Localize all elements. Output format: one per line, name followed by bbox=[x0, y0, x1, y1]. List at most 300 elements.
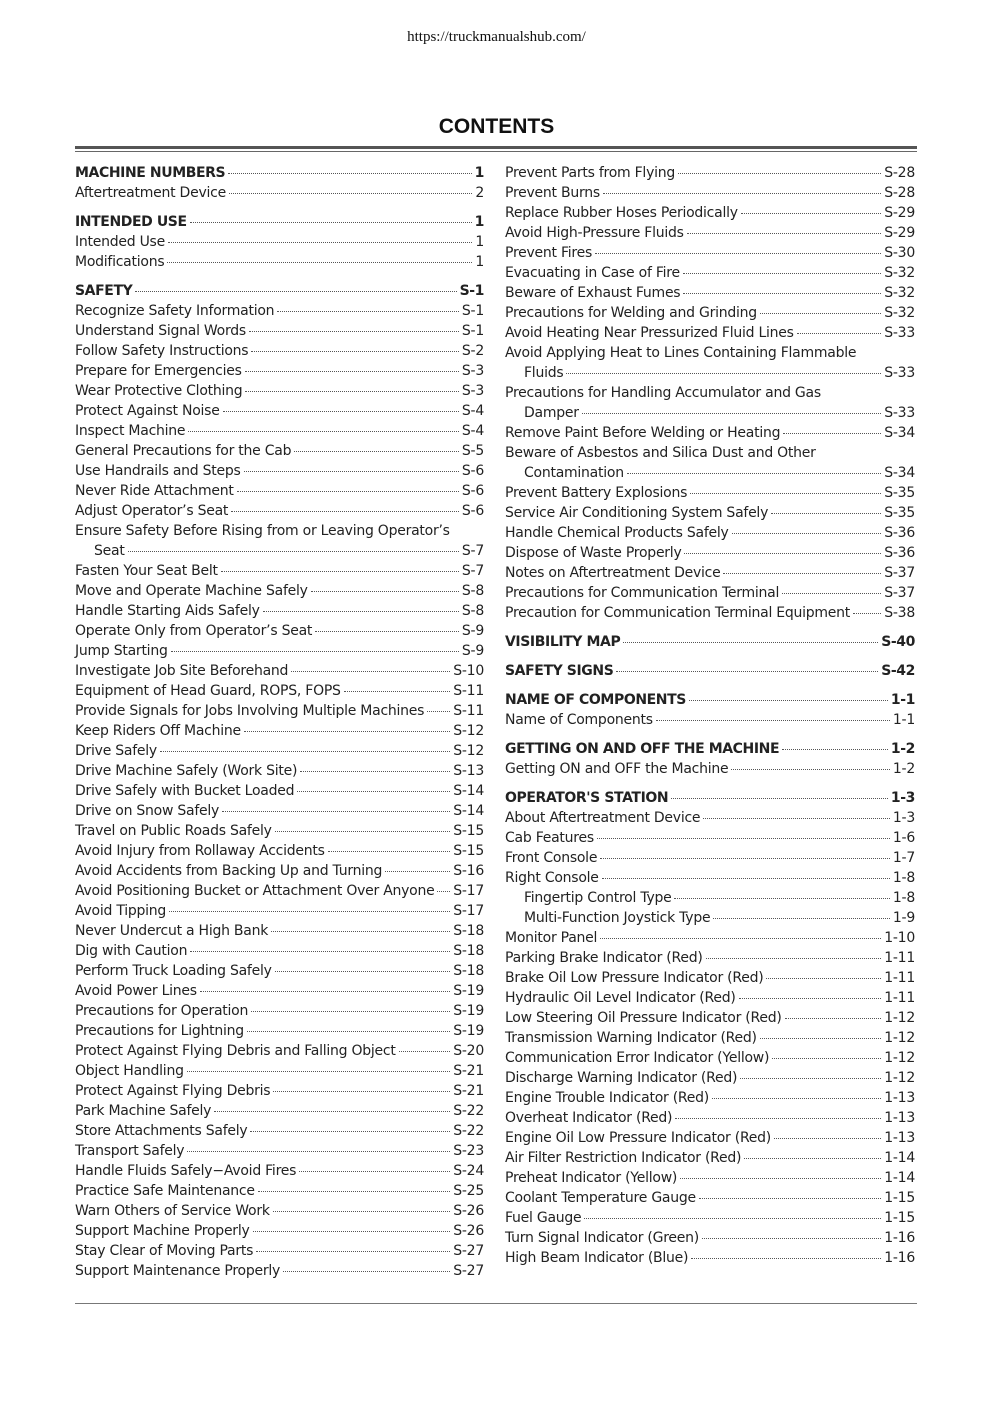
toc-entry-label: INTENDED USE bbox=[75, 214, 187, 230]
toc-entry[interactable] bbox=[75, 1261, 484, 1281]
toc-entry[interactable] bbox=[75, 1241, 484, 1261]
toc-entry[interactable] bbox=[505, 1008, 915, 1028]
toc-page-number: S-1 bbox=[459, 283, 484, 299]
toc-entry[interactable] bbox=[505, 1128, 915, 1148]
toc-section-heading[interactable] bbox=[75, 281, 484, 301]
toc-section-heading[interactable] bbox=[75, 163, 484, 183]
toc-entry[interactable] bbox=[75, 761, 484, 781]
toc-page-number: S-33 bbox=[884, 365, 915, 381]
toc-entry-label: Never Undercut a High Bank bbox=[75, 923, 269, 939]
toc-entry[interactable] bbox=[75, 1121, 484, 1141]
toc-page-number: S-13 bbox=[453, 763, 484, 779]
toc-dot-leader bbox=[214, 1111, 450, 1112]
toc-section-heading[interactable] bbox=[505, 739, 915, 759]
toc-entry-label: Beware of Exhaust Fumes bbox=[505, 285, 681, 301]
toc-entry-label: Low Steering Oil Pressure Indicator (Red) bbox=[505, 1010, 782, 1026]
toc-entry[interactable] bbox=[75, 801, 484, 821]
toc-entry-label: MACHINE NUMBERS bbox=[75, 165, 226, 181]
toc-page-number: 1-2 bbox=[890, 741, 915, 757]
toc-entry[interactable] bbox=[75, 1081, 484, 1101]
toc-entry[interactable] bbox=[75, 441, 484, 461]
toc-entry[interactable] bbox=[505, 603, 915, 623]
toc-entry-label: Precautions for Communication Terminal bbox=[505, 585, 780, 601]
toc-page-number: 1-11 bbox=[884, 990, 915, 1006]
toc-entry-label: Handle Chemical Products Safely bbox=[505, 525, 729, 541]
toc-dot-leader bbox=[678, 173, 881, 174]
toc-entry[interactable] bbox=[505, 423, 915, 443]
toc-entry[interactable] bbox=[505, 988, 915, 1008]
toc-entry[interactable] bbox=[75, 921, 484, 941]
toc-page-number: S-32 bbox=[884, 285, 915, 301]
toc-entry[interactable] bbox=[75, 681, 484, 701]
toc-page-number: S-22 bbox=[453, 1123, 484, 1139]
toc-entry-label: Inspect Machine bbox=[75, 423, 186, 439]
toc-entry-label: Practice Safe Maintenance bbox=[75, 1183, 255, 1199]
toc-entry[interactable] bbox=[75, 1041, 484, 1061]
toc-page-number: 1-2 bbox=[892, 761, 915, 777]
page-title: CONTENTS bbox=[438, 115, 555, 138]
toc-dot-leader bbox=[249, 331, 459, 332]
toc-entry[interactable] bbox=[505, 383, 915, 403]
toc-dot-leader bbox=[595, 253, 881, 254]
toc-page-number: S-30 bbox=[884, 245, 915, 261]
toc-entry-label: Monitor Panel bbox=[505, 930, 598, 946]
toc-dot-leader bbox=[797, 333, 882, 334]
toc-entry[interactable] bbox=[75, 961, 484, 981]
toc-entry-label: Avoid Heating Near Pressurized Fluid Lines bbox=[505, 325, 794, 341]
toc-entry-label: VISIBILITY MAP bbox=[505, 634, 621, 650]
toc-page-number: S-10 bbox=[453, 663, 484, 679]
toc-entry[interactable] bbox=[505, 1168, 915, 1188]
toc-page-number: S-12 bbox=[453, 743, 484, 759]
toc-entry[interactable] bbox=[75, 661, 484, 681]
toc-entry-label: Avoid Accidents from Backing Up and Turning bbox=[75, 863, 383, 879]
toc-page-number: 2 bbox=[475, 185, 484, 201]
toc-entry-label: Avoid Injury from Rollaway Accidents bbox=[75, 843, 325, 859]
toc-dot-leader bbox=[566, 373, 881, 374]
toc-page-number: S-28 bbox=[884, 185, 915, 201]
toc-section-heading[interactable] bbox=[505, 632, 915, 652]
toc-entry[interactable] bbox=[505, 1188, 915, 1208]
toc-entry[interactable] bbox=[505, 203, 915, 223]
toc-dot-leader bbox=[623, 642, 878, 643]
toc-entry[interactable] bbox=[75, 1021, 484, 1041]
toc-dot-leader bbox=[256, 1251, 450, 1252]
toc-page-number: S-4 bbox=[461, 423, 484, 439]
toc-entry[interactable] bbox=[75, 741, 484, 761]
toc-dot-leader bbox=[188, 431, 459, 432]
toc-page-number: S-35 bbox=[884, 485, 915, 501]
toc-dot-leader bbox=[245, 371, 459, 372]
toc-entry[interactable] bbox=[75, 521, 484, 541]
toc-dot-leader bbox=[712, 1098, 881, 1099]
toc-entry[interactable] bbox=[75, 481, 484, 501]
toc-entry[interactable] bbox=[505, 710, 915, 730]
toc-entry[interactable] bbox=[75, 541, 484, 561]
toc-entry[interactable] bbox=[75, 901, 484, 921]
toc-entry-label: Drive Safely with Bucket Loaded bbox=[75, 783, 295, 799]
toc-dot-leader bbox=[600, 938, 881, 939]
toc-page-number: S-26 bbox=[453, 1223, 484, 1239]
toc-page-number: 1-16 bbox=[884, 1250, 915, 1266]
toc-page-number: S-27 bbox=[453, 1263, 484, 1279]
toc-entry[interactable] bbox=[505, 503, 915, 523]
toc-page-number: S-33 bbox=[884, 405, 915, 421]
toc-entry[interactable] bbox=[505, 163, 915, 183]
toc-entry[interactable] bbox=[505, 1048, 915, 1068]
toc-dot-leader bbox=[853, 613, 881, 614]
toc-page-number: 1-7 bbox=[892, 850, 915, 866]
toc-dot-leader bbox=[602, 878, 890, 879]
toc-entry[interactable] bbox=[75, 641, 484, 661]
toc-dot-leader bbox=[294, 451, 459, 452]
toc-entry-label: Park Machine Safely bbox=[75, 1103, 212, 1119]
toc-entry-label: Beware of Asbestos and Silica Dust and Other bbox=[505, 445, 816, 461]
toc-entry[interactable] bbox=[75, 461, 484, 481]
toc-page-number: S-32 bbox=[884, 265, 915, 281]
toc-dot-leader bbox=[135, 291, 456, 292]
toc-page-number: 1-8 bbox=[892, 890, 915, 906]
toc-dot-leader bbox=[683, 293, 881, 294]
toc-entry-label: OPERATOR'S STATION bbox=[505, 790, 669, 806]
toc-entry[interactable] bbox=[75, 841, 484, 861]
toc-entry[interactable] bbox=[505, 828, 915, 848]
toc-entry[interactable] bbox=[75, 301, 484, 321]
toc-entry-label: Drive on Snow Safely bbox=[75, 803, 220, 819]
toc-entry-label: Move and Operate Machine Safely bbox=[75, 583, 308, 599]
toc-entry-label: Drive Safely bbox=[75, 743, 157, 759]
toc-dot-leader bbox=[616, 671, 878, 672]
toc-dot-leader bbox=[160, 751, 450, 752]
toc-dot-leader bbox=[582, 413, 881, 414]
toc-entry[interactable] bbox=[505, 1248, 915, 1268]
toc-entry[interactable] bbox=[75, 361, 484, 381]
toc-dot-leader bbox=[168, 242, 472, 243]
toc-entry[interactable] bbox=[75, 252, 484, 272]
toc-entry[interactable] bbox=[505, 1088, 915, 1108]
toc-entry-label: Replace Rubber Hoses Periodically bbox=[505, 205, 738, 221]
toc-page-number: S-14 bbox=[453, 783, 484, 799]
toc-dot-leader bbox=[760, 1038, 881, 1039]
toc-dot-leader bbox=[328, 851, 451, 852]
toc-entry[interactable] bbox=[505, 183, 915, 203]
toc-entry[interactable] bbox=[505, 263, 915, 283]
toc-entry[interactable] bbox=[505, 888, 915, 908]
toc-entry[interactable] bbox=[505, 808, 915, 828]
toc-entry[interactable] bbox=[75, 401, 484, 421]
toc-dot-leader bbox=[399, 1051, 451, 1052]
toc-page-number: S-38 bbox=[884, 605, 915, 621]
toc-dot-leader bbox=[699, 1198, 881, 1199]
toc-entry-label: General Precautions for the Cab bbox=[75, 443, 292, 459]
toc-section-heading[interactable] bbox=[505, 661, 915, 681]
toc-dot-leader bbox=[597, 838, 890, 839]
toc-page-number: S-21 bbox=[453, 1083, 484, 1099]
toc-entry[interactable] bbox=[75, 421, 484, 441]
toc-entry[interactable] bbox=[75, 1101, 484, 1121]
toc-dot-leader bbox=[744, 1158, 881, 1159]
toc-entry[interactable] bbox=[75, 781, 484, 801]
toc-entry-label: Handle Starting Aids Safely bbox=[75, 603, 260, 619]
toc-page-number: S-9 bbox=[461, 643, 484, 659]
toc-entry[interactable] bbox=[505, 323, 915, 343]
toc-page-number: 1 bbox=[474, 214, 484, 230]
toc-dot-leader bbox=[603, 193, 881, 194]
toc-dot-leader bbox=[253, 1231, 451, 1232]
toc-entry[interactable] bbox=[75, 1221, 484, 1241]
toc-dot-leader bbox=[237, 491, 459, 492]
toc-entry[interactable] bbox=[75, 601, 484, 621]
toc-entry[interactable] bbox=[505, 1108, 915, 1128]
toc-entry-label: Prevent Fires bbox=[505, 245, 592, 261]
toc-entry-label: Keep Riders Off Machine bbox=[75, 723, 241, 739]
toc-entry-label: Precautions for Handling Accumulator and Gas bbox=[505, 385, 821, 401]
toc-entry-label: Provide Signals for Jobs Involving Multiple Machines bbox=[75, 703, 425, 719]
toc-page-number: S-18 bbox=[453, 943, 484, 959]
toc-page-number: S-37 bbox=[884, 565, 915, 581]
toc-dot-leader bbox=[740, 1078, 881, 1079]
toc-entry[interactable] bbox=[75, 581, 484, 601]
toc-entry-label: Hydraulic Oil Level Indicator (Red) bbox=[505, 990, 736, 1006]
toc-entry-label: Wear Protective Clothing bbox=[75, 383, 243, 399]
toc-entry[interactable] bbox=[75, 321, 484, 341]
toc-entry[interactable] bbox=[505, 343, 915, 363]
toc-page-number: 1-13 bbox=[884, 1090, 915, 1106]
toc-entry[interactable] bbox=[75, 1141, 484, 1161]
toc-entry[interactable] bbox=[505, 403, 915, 423]
toc-section-heading[interactable] bbox=[505, 788, 915, 808]
toc-page-number: S-17 bbox=[453, 883, 484, 899]
toc-page-number: S-36 bbox=[884, 545, 915, 561]
toc-entry[interactable] bbox=[505, 563, 915, 583]
toc-dot-leader bbox=[702, 1238, 881, 1239]
toc-page-number: S-42 bbox=[881, 663, 915, 679]
toc-entry-label: Use Handrails and Steps bbox=[75, 463, 241, 479]
toc-entry[interactable] bbox=[75, 821, 484, 841]
toc-entry[interactable] bbox=[505, 223, 915, 243]
toc-entry-label: NAME OF COMPONENTS bbox=[505, 692, 686, 708]
toc-entry[interactable] bbox=[505, 908, 915, 928]
toc-entry-label: Ensure Safety Before Rising from or Leaving Operator’s bbox=[75, 523, 450, 539]
toc-entry-label: Transmission Warning Indicator (Red) bbox=[505, 1030, 757, 1046]
toc-entry-label: Notes on Aftertreatment Device bbox=[505, 565, 721, 581]
toc-dot-leader bbox=[128, 551, 459, 552]
toc-entry-label: Prevent Burns bbox=[505, 185, 600, 201]
toc-entry[interactable] bbox=[75, 1201, 484, 1221]
toc-dot-leader bbox=[315, 631, 459, 632]
toc-dot-leader bbox=[674, 898, 889, 899]
title-rule-thick bbox=[75, 146, 917, 149]
toc-entry[interactable] bbox=[505, 848, 915, 868]
toc-dot-leader bbox=[584, 1218, 881, 1219]
toc-entry-label: Stay Clear of Moving Parts bbox=[75, 1243, 254, 1259]
toc-entry[interactable] bbox=[75, 1001, 484, 1021]
toc-entry-label: Contamination bbox=[524, 465, 624, 481]
toc-entry-label: Recognize Safety Information bbox=[75, 303, 275, 319]
toc-entry[interactable] bbox=[505, 243, 915, 263]
toc-dot-leader bbox=[244, 731, 450, 732]
toc-entry-label: Protect Against Noise bbox=[75, 403, 220, 419]
toc-page-number: 1-3 bbox=[892, 810, 915, 826]
toc-entry[interactable] bbox=[505, 483, 915, 503]
toc-entry[interactable] bbox=[75, 1061, 484, 1081]
toc-entry[interactable] bbox=[505, 928, 915, 948]
toc-page-number: S-34 bbox=[884, 465, 915, 481]
toc-dot-leader bbox=[683, 273, 881, 274]
toc-page-number: S-1 bbox=[461, 303, 484, 319]
toc-entry[interactable] bbox=[75, 183, 484, 203]
toc-dot-leader bbox=[731, 769, 889, 770]
toc-entry-label: Prevent Battery Explosions bbox=[505, 485, 688, 501]
toc-page-number: S-11 bbox=[453, 683, 484, 699]
toc-section-heading[interactable] bbox=[505, 690, 915, 710]
toc-entry-label: Precautions for Lightning bbox=[75, 1023, 244, 1039]
toc-entry[interactable] bbox=[505, 968, 915, 988]
toc-entry[interactable] bbox=[505, 1028, 915, 1048]
toc-dot-leader bbox=[713, 918, 890, 919]
toc-entry-label: Multi-Function Joystick Type bbox=[524, 910, 711, 926]
toc-page-number: 1-12 bbox=[884, 1030, 915, 1046]
toc-entry[interactable] bbox=[505, 1068, 915, 1088]
toc-dot-leader bbox=[167, 262, 472, 263]
toc-entry-label: Precautions for Welding and Grinding bbox=[505, 305, 757, 321]
toc-page-number: S-40 bbox=[881, 634, 915, 650]
toc-entry-label: Damper bbox=[524, 405, 579, 421]
toc-entry-label: Avoid Tipping bbox=[75, 903, 167, 919]
toc-entry[interactable] bbox=[75, 1181, 484, 1201]
toc-section-heading[interactable] bbox=[75, 212, 484, 232]
toc-dot-leader bbox=[221, 571, 459, 572]
toc-entry[interactable] bbox=[505, 1148, 915, 1168]
toc-entry[interactable] bbox=[505, 1208, 915, 1228]
toc-entry-label: Object Handling bbox=[75, 1063, 184, 1079]
toc-page-number: S-14 bbox=[453, 803, 484, 819]
toc-dot-leader bbox=[228, 173, 471, 174]
toc-entry-label: Parking Brake Indicator (Red) bbox=[505, 950, 703, 966]
toc-page-number: S-19 bbox=[453, 983, 484, 999]
toc-dot-leader bbox=[671, 798, 888, 799]
toc-dot-leader bbox=[690, 493, 881, 494]
toc-page-number: S-8 bbox=[461, 603, 484, 619]
toc-page-number: S-6 bbox=[461, 503, 484, 519]
toc-entry-label: Fingertip Control Type bbox=[524, 890, 672, 906]
toc-page-number: S-32 bbox=[884, 305, 915, 321]
toc-entry[interactable] bbox=[505, 363, 915, 383]
toc-entry-label: Remove Paint Before Welding or Heating bbox=[505, 425, 781, 441]
toc-page-number: S-11 bbox=[453, 703, 484, 719]
toc-entry[interactable] bbox=[505, 543, 915, 563]
toc-page-number: S-33 bbox=[884, 325, 915, 341]
toc-entry-label: Avoid Power Lines bbox=[75, 983, 197, 999]
toc-entry[interactable] bbox=[505, 463, 915, 483]
toc-entry[interactable] bbox=[75, 1161, 484, 1181]
toc-dot-leader bbox=[222, 811, 450, 812]
toc-page-number: S-36 bbox=[884, 525, 915, 541]
toc-entry-label: Evacuating in Case of Fire bbox=[505, 265, 680, 281]
toc-dot-leader bbox=[385, 871, 450, 872]
toc-page-number: 1-8 bbox=[892, 870, 915, 886]
toc-entry-label: Prevent Parts from Flying bbox=[505, 165, 676, 181]
toc-dot-leader bbox=[190, 951, 450, 952]
toc-entry-label: Engine Trouble Indicator (Red) bbox=[505, 1090, 709, 1106]
bottom-rule bbox=[75, 1303, 917, 1304]
toc-page-number: S-15 bbox=[453, 823, 484, 839]
toc-entry[interactable] bbox=[75, 881, 484, 901]
toc-dot-leader bbox=[273, 1091, 450, 1092]
toc-page-number: S-35 bbox=[884, 505, 915, 521]
toc-dot-leader bbox=[200, 991, 450, 992]
toc-entry[interactable] bbox=[505, 759, 915, 779]
toc-dot-leader bbox=[656, 720, 890, 721]
toc-dot-leader bbox=[739, 998, 882, 999]
toc-entry[interactable] bbox=[75, 501, 484, 521]
toc-entry-label: Intended Use bbox=[75, 234, 165, 250]
toc-dot-leader bbox=[187, 1151, 450, 1152]
toc-dot-leader bbox=[684, 553, 881, 554]
toc-page-number: 1-1 bbox=[890, 692, 915, 708]
toc-entry[interactable] bbox=[505, 283, 915, 303]
toc-page-number: S-29 bbox=[884, 225, 915, 241]
toc-entry[interactable] bbox=[505, 523, 915, 543]
toc-entry[interactable] bbox=[505, 868, 915, 888]
toc-entry[interactable] bbox=[505, 948, 915, 968]
toc-entry[interactable] bbox=[75, 861, 484, 881]
toc-dot-leader bbox=[344, 691, 451, 692]
toc-dot-leader bbox=[169, 911, 450, 912]
toc-entry[interactable] bbox=[75, 701, 484, 721]
toc-dot-leader bbox=[223, 411, 459, 412]
toc-entry[interactable] bbox=[505, 443, 915, 463]
toc-page-number: S-34 bbox=[884, 425, 915, 441]
toc-entry[interactable] bbox=[505, 303, 915, 323]
toc-entry[interactable] bbox=[75, 381, 484, 401]
toc-entry-label: Modifications bbox=[75, 254, 165, 270]
toc-entry-label: Brake Oil Low Pressure Indicator (Red) bbox=[505, 970, 764, 986]
toc-entry[interactable] bbox=[75, 941, 484, 961]
toc-entry-label: Fasten Your Seat Belt bbox=[75, 563, 218, 579]
toc-dot-leader bbox=[741, 213, 881, 214]
toc-page-number: S-24 bbox=[453, 1163, 484, 1179]
toc-entry[interactable] bbox=[75, 561, 484, 581]
toc-entry-label: Aftertreatment Device bbox=[75, 185, 226, 201]
toc-entry[interactable] bbox=[505, 583, 915, 603]
toc-entry[interactable] bbox=[75, 981, 484, 1001]
toc-page-number: S-19 bbox=[453, 1023, 484, 1039]
toc-dot-leader bbox=[251, 1011, 450, 1012]
toc-dot-leader bbox=[783, 433, 881, 434]
toc-entry[interactable] bbox=[75, 341, 484, 361]
toc-dot-leader bbox=[766, 978, 881, 979]
toc-page-number: 1-6 bbox=[892, 830, 915, 846]
toc-page-number: 1-11 bbox=[884, 950, 915, 966]
toc-entry-label: Understand Signal Words bbox=[75, 323, 246, 339]
toc-entry[interactable] bbox=[75, 232, 484, 252]
toc-entry[interactable] bbox=[505, 1228, 915, 1248]
toc-entry[interactable] bbox=[75, 621, 484, 641]
title-rule-thin bbox=[75, 151, 917, 152]
toc-dot-leader bbox=[427, 711, 450, 712]
toc-entry[interactable] bbox=[75, 721, 484, 741]
toc-page-number: 1-12 bbox=[884, 1070, 915, 1086]
toc-dot-leader bbox=[680, 1178, 881, 1179]
toc-page-number: 1 bbox=[475, 254, 484, 270]
toc-dot-leader bbox=[258, 1191, 450, 1192]
toc-entry-label: Support Machine Properly bbox=[75, 1223, 250, 1239]
toc-page-number: S-5 bbox=[461, 443, 484, 459]
toc-page-number: 1-13 bbox=[884, 1110, 915, 1126]
toc-entry-label: Communication Error Indicator (Yellow) bbox=[505, 1050, 770, 1066]
toc-entry-label: Avoid Positioning Bucket or Attachment Over Anyone bbox=[75, 883, 435, 899]
